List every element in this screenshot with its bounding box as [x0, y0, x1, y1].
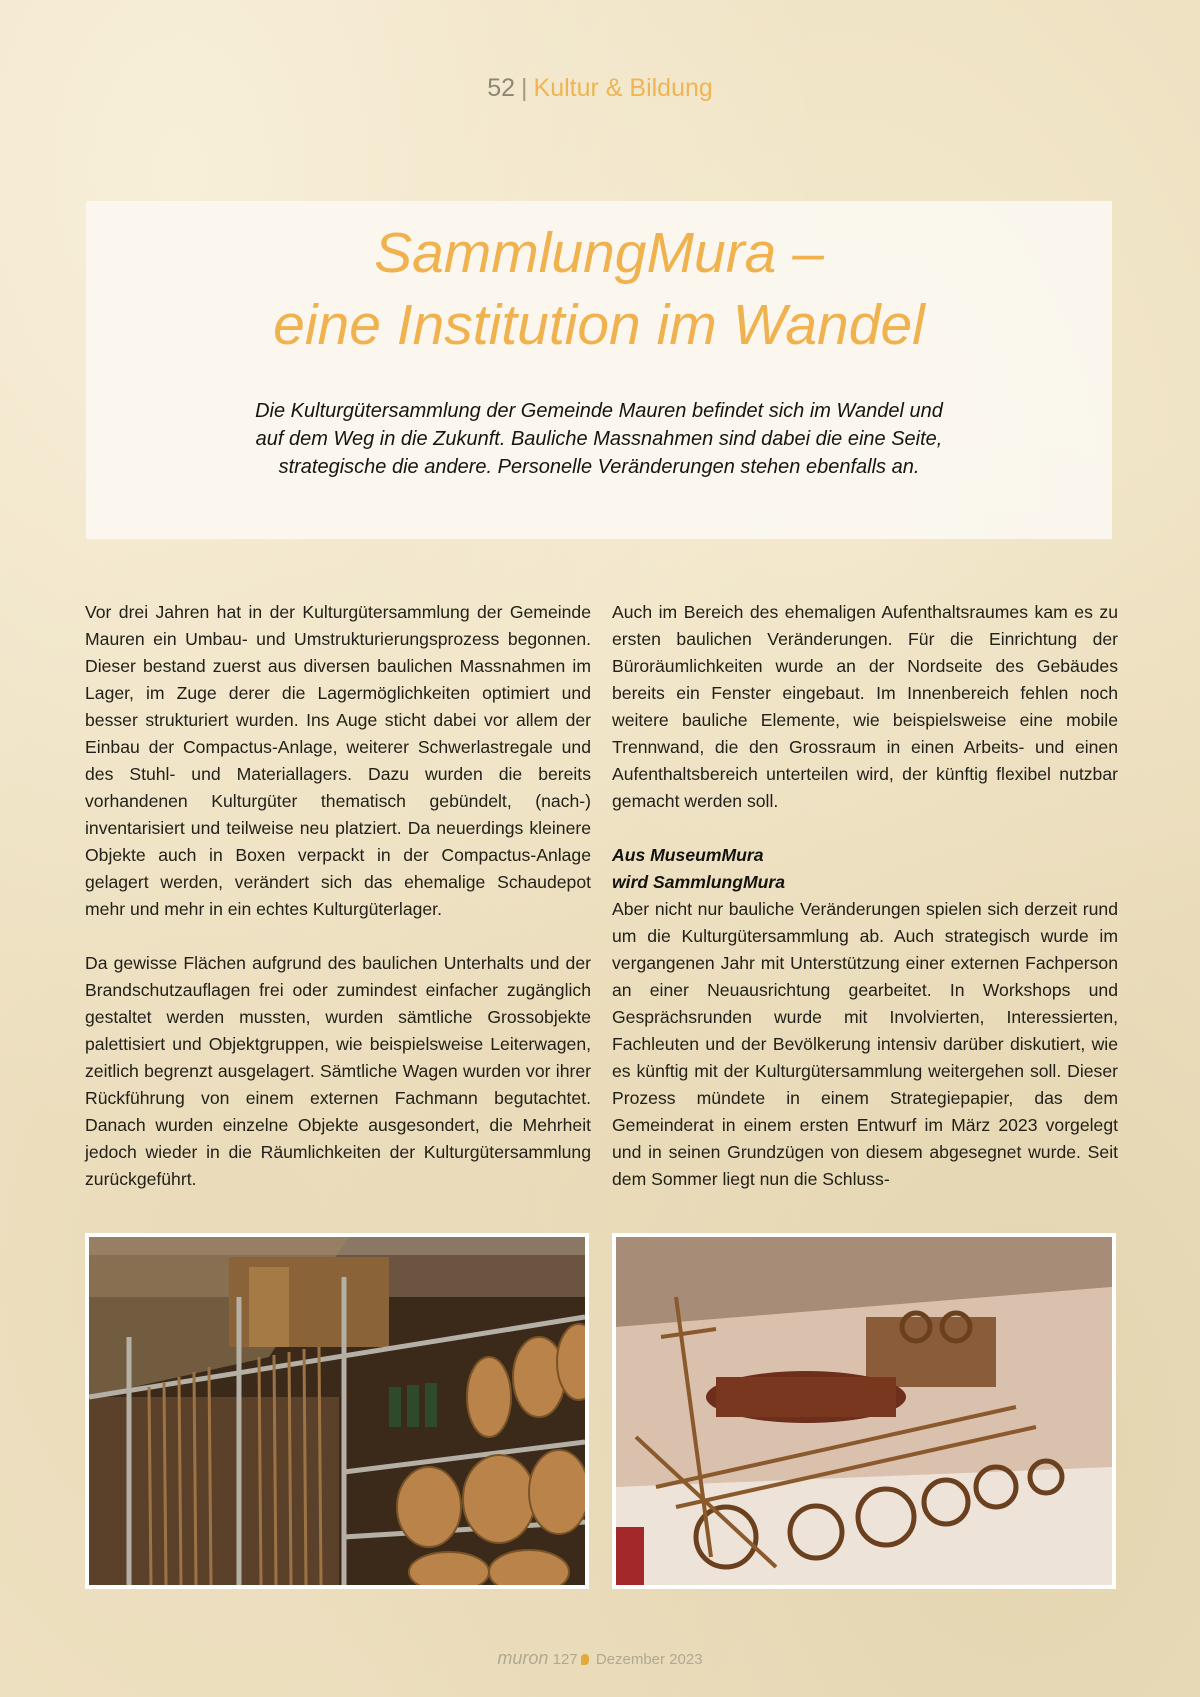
page-header [0, 72, 1200, 104]
text-column-right [612, 599, 1118, 1193]
subheading-line-2: wird SammlungMura [612, 872, 786, 892]
text-column-left [85, 599, 591, 1193]
article-title [86, 217, 1112, 361]
header-separator: | [521, 74, 528, 102]
magazine-name: muron [497, 1648, 549, 1668]
shelves-illustration [89, 1237, 585, 1585]
paragraph: Da gewisse Flächen aufgrund des baulichen Unterhalts und der Brandschutzauflagen frei oder zumindest einfacher zugänglich gestaltet werden mussten, wurden sämtliche Grossobjekte palettisiert und Objektgruppen, wie beispielsweise Leiterwagen, zeitlich begrenzt ausgelagert. Sämtliche Wagen wurden vor ihrer Rückführung von einem externen Fachmann begutachtet. Danach wurden einzelne Objekte ausgesondert, die Mehrheit jedoch wieder in die Räumlichkeiten der Kulturgütersammlung zurückgeführt. [85, 953, 591, 1189]
photo-storage-shelves [85, 1233, 589, 1589]
lead-line-3: strategische die andere. Personelle Veränderungen stehen ebenfalls an. [278, 456, 920, 478]
section-name: Kultur & Bildung [533, 74, 713, 102]
page-footer [0, 1648, 1200, 1670]
article-lead [206, 397, 992, 481]
title-line-1: SammlungMura – [374, 221, 824, 285]
subheading [612, 842, 1118, 896]
paragraph: Auch im Bereich des ehemaligen Aufenthaltsraumes kam es zu ersten baulichen Veränderungen. Für die Einrichtung der Büroräumlichkeiten wurde an der Nordseite des Gebäudes bereits ein Fenster eingebaut. Im Innenbereich fehlen noch weitere bauliche Elemente, wie beispielsweise eine mobile Trennwand, die den Grossraum in einen Arbeits- und einen Aufenthaltsbereich unterteilen wird, der künftig flexibel nutzbar gemacht werden soll. [612, 602, 1118, 811]
title-box [86, 201, 1112, 539]
lead-line-1: Die Kulturgütersammlung der Gemeinde Mauren befindet sich im Wandel und [255, 400, 943, 422]
lead-line-2: auf dem Weg in die Zukunft. Bauliche Massnahmen sind dabei die eine Seite, [255, 428, 943, 450]
paragraph: Vor drei Jahren hat in der Kulturgütersammlung der Gemeinde Mauren ein Umbau- und Umstrukturierungsprozess begonnen. Dieser bestand zuerst aus diversen baulichen Massnahmen im Lager, im Zuge derer die Lagermöglichkeiten optimiert und besser strukturiert wurden. Ins Auge sticht dabei vor allem der Einbau der Compactus-Anlage, weiterer Schwerlastregale und des Stuhl- und Materiallagers. Dazu wurden die bereits vorhandenen Kulturgüter thematisch gebündelt, (nach-) inventarisiert und teilweise neu platziert. Da neuerdings kleinere Objekte auch in Boxen verpackt in der Compactus-Anlage gelagert werden, verändert sich das ehemalige Schaudepot mehr und mehr in ein echtes Kulturgüterlager. [85, 602, 591, 919]
drop-icon [581, 1654, 589, 1665]
carts-illustration [616, 1237, 1112, 1585]
issue-number: 127 [552, 1651, 578, 1668]
page-number: 52 [487, 74, 516, 102]
title-line-2: eine Institution im Wandel [273, 293, 925, 357]
subheading-line-1: Aus MuseumMura [612, 845, 764, 865]
paragraph: Aber nicht nur bauliche Veränderungen spielen sich derzeit rund um die Kulturgütersammlung ab. Auch strategisch wurde im vergangenen Jahr mit Unterstützung einer externen Fachperson an einer Neuausrichtung gearbeitet. In Workshops und Gesprächsrunden wurde mit Involvierten, Interessierten, Fachleuten und der Bevölkerung intensiv darüber diskutiert, wie es künftig mit der Kulturgütersammlung weitergehen soll. Dieser Prozess mündete in einem Strategiepapier, das dem Gemeinderat in einem ersten Entwurf im März 2023 vorgelegt und in seinen Grundzügen von diesem abgesegnet wurde. Seit dem Sommer liegt nun die Schluss- [612, 899, 1118, 1189]
issue-date: Dezember 2023 [595, 1651, 703, 1668]
photo-carts-storage [612, 1233, 1116, 1589]
